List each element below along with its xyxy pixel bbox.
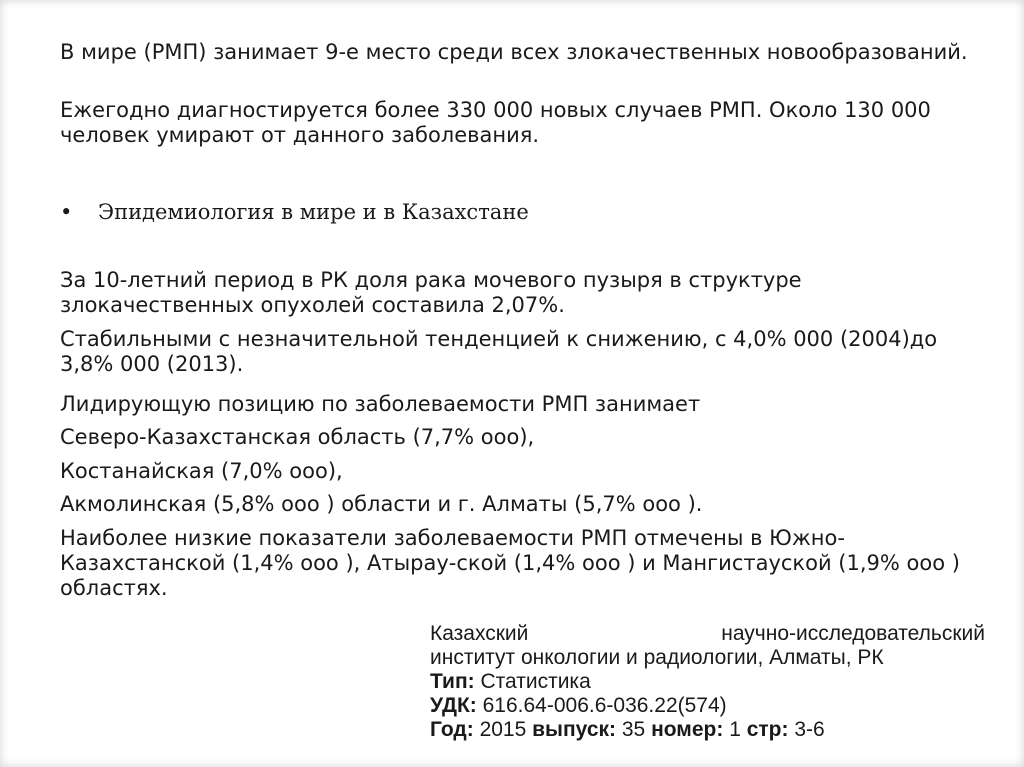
source-institute-line2: институт онкологии и радиологии, Алматы, РК	[430, 646, 884, 669]
source-udk: УДК: 616.64-006.6-036.22(574)	[430, 694, 727, 717]
paragraph-ten-year-share: За 10-летний период в РК доля рака мочевого пузыря в структуре злокачественных опухолей составила 2,07%.	[60, 268, 802, 317]
heading-text: Эпидемиология в мире и в Казахстане	[98, 200, 529, 224]
source-year-issue: Год: 2015 выпуск: 35 номер: 1 стр: 3-6	[430, 718, 825, 741]
paragraph-north-kazakhstan: Северо-Казахстанская область (7,7% ооо),	[60, 425, 535, 449]
paragraph-annual-cases: Ежегодно диагностируется более 330 000 новых случаев РМП. Около 130 000 человек умирают от данного заболевания.	[60, 98, 931, 147]
paragraph-world-rank: В мире (РМП) занимает 9-е место среди всех злокачественных новообразований.	[60, 40, 968, 64]
section-heading	[60, 198, 960, 226]
paragraph-lowest: Наиболее низкие показатели заболеваемости РМП отмечены в Южно-Казахстанской (1,4% ооо ), Атырау-ской (1,4% ооо ) и Мангистауской (1,9% ооо ) областях.	[60, 526, 960, 600]
source-citation	[430, 622, 990, 742]
paragraph-akmola: Акмолинская (5,8% ооо ) области и г. Алматы (5,7% ооо ).	[60, 492, 703, 516]
source-type: Тип: Статистика	[430, 670, 591, 693]
paragraph-leading: Лидирующую позицию по заболеваемости РМП занимает	[60, 392, 701, 416]
bullet-icon: •	[60, 200, 73, 224]
paragraph-trend: Стабильными с незначительной тенденцией к снижению, с 4,0% 000 (2004)до 3,8% 000 (2013).	[60, 327, 938, 376]
paragraph-kostanay: Костанайская (7,0% ооо),	[60, 459, 343, 483]
source-institute-line1: Казахский научно-исследовательский	[430, 622, 985, 645]
